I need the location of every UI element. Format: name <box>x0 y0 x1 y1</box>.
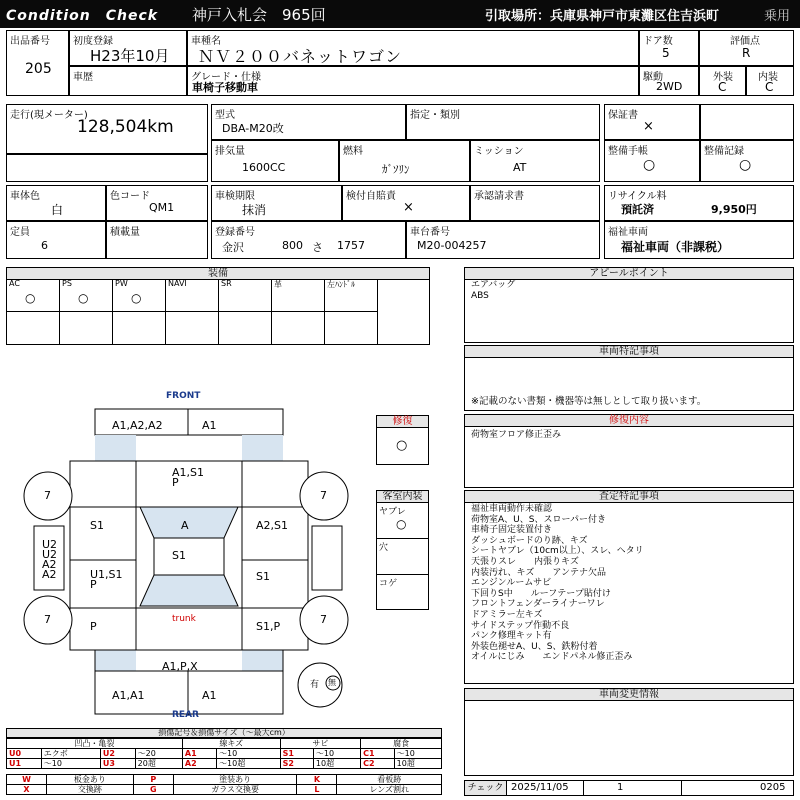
legend-desc: 10超 <box>313 759 360 769</box>
mileage-blank <box>6 154 208 182</box>
equipment-item-blank <box>272 312 325 344</box>
model-value: DBA-M20改 <box>222 122 284 135</box>
equipment-item-blank <box>325 312 378 344</box>
maint-book-label: 整備手帳 <box>608 146 648 157</box>
legend-group: サビ <box>280 739 361 749</box>
equipment-item-blank <box>166 312 219 344</box>
chassis-label: 車台番号 <box>410 227 450 238</box>
legend-title: 損傷記号＆損傷サイズ（～最大cm） <box>6 728 442 738</box>
equipment-panel <box>6 267 430 345</box>
hood-damage: A1,S1 P <box>172 466 205 489</box>
equipment-item-label: SR <box>221 279 232 288</box>
self-check-label: 検付自賠責 <box>346 191 396 202</box>
drive-value: 2WD <box>656 80 683 93</box>
legend-group: 凹凸・亀裂 <box>7 739 183 749</box>
inspector-line: 下回りS中 ルーフテープ貼付け <box>471 588 611 599</box>
special-note: ※記載のない書類・機器等は無しとして取り扱います。 <box>471 396 707 407</box>
legend-other-table <box>6 774 442 795</box>
color-code-label: 色コード <box>110 191 150 202</box>
cabin-row <box>377 503 428 539</box>
welfare-label: 福祉車両 <box>608 227 648 238</box>
recycle-status: 預託済 <box>621 203 654 216</box>
car-name-cell <box>187 30 639 66</box>
equipment-item <box>272 279 325 312</box>
legend-desc: 看板跡 <box>337 775 442 785</box>
equipment-item <box>219 279 272 312</box>
mission-label: ミッション <box>474 146 524 157</box>
reg-class: 800 <box>282 239 303 252</box>
equipment-item-mark: ○ <box>25 291 36 305</box>
legend-code: L <box>297 785 337 795</box>
grade-cell <box>187 66 639 96</box>
self-check-cell <box>342 185 470 221</box>
cabin-row-label: 穴 <box>379 543 389 553</box>
front-bumper-left: A1,A2,A2 <box>112 419 163 432</box>
legend-desc: ～10 <box>394 749 441 759</box>
capacity-value: 6 <box>41 239 48 252</box>
designation-cell <box>406 104 600 140</box>
legend-code: U2 <box>100 749 135 759</box>
left-quarter-damage: P <box>90 620 97 633</box>
roof-damage: S1 <box>172 549 186 562</box>
right-front-door-damage: A2,S1 <box>256 519 289 532</box>
mission-value: AT <box>513 161 527 174</box>
equipment-item-blank <box>219 312 272 344</box>
interior-cell <box>746 66 794 96</box>
inspector-line: 外装色褪せA、U、S、鉄粉付着 <box>471 641 598 652</box>
legend-code: A2 <box>182 759 216 769</box>
displacement-value: 1600CC <box>242 161 286 174</box>
reg-num: 1757 <box>337 239 365 252</box>
tire-rear-left: 7 <box>44 613 51 626</box>
exterior-value: C <box>718 80 727 94</box>
fuel-label: 燃料 <box>343 146 363 157</box>
inspector-line: シートヤブレ（10cm以上）、スレ、ヘタリ <box>471 546 644 557</box>
inspector-line: 天張りスレ 内張りキズ <box>471 556 579 567</box>
doors-value: 5 <box>662 46 670 60</box>
car-name-value: ＮＶ２００バネットワゴン <box>198 47 403 66</box>
reg-kana: さ <box>312 241 323 254</box>
footer-divider <box>681 781 682 795</box>
capacity-label: 定員 <box>10 227 30 238</box>
fuel-cell <box>339 140 470 182</box>
cabin-title: 客室内装 <box>377 491 428 503</box>
check-date: 2025/11/05 <box>511 782 569 793</box>
exterior-label: 外装 <box>713 72 733 83</box>
legend-code: G <box>133 785 173 795</box>
appeal-lines <box>471 280 515 302</box>
approval-cell <box>470 185 600 221</box>
legend-code: X <box>7 785 47 795</box>
history-cell <box>69 66 187 96</box>
color-label: 車体色 <box>10 191 40 202</box>
score-value: R <box>742 46 751 60</box>
interior-label: 内装 <box>758 72 778 83</box>
grade-value: 車椅子移動車 <box>192 81 258 94</box>
legend-desc: 10超 <box>394 759 441 769</box>
left-rear-door-damage: U1,S1 P <box>90 568 123 591</box>
inspector-line: エンジンルームサビ <box>471 578 552 589</box>
model-label: 型式 <box>215 110 235 121</box>
legend-desc: ガラス交換要 <box>173 785 297 795</box>
approval-label: 承認請求書 <box>474 191 524 202</box>
tire-front-left: 7 <box>44 489 51 502</box>
legend-desc: 板金あり <box>47 775 134 785</box>
warranty-value: × <box>643 119 654 134</box>
drive-cell <box>639 66 699 96</box>
fuel-value: ｶﾞｿﾘﾝ <box>382 163 410 176</box>
equipment-item-label: PS <box>62 279 72 288</box>
inspector-title: 査定特記事項 <box>465 491 793 503</box>
reg-area: 金沢 <box>222 241 244 254</box>
rear-bumper-right: A1 <box>202 689 217 702</box>
legend-desc: 交換跡 <box>47 785 134 795</box>
first-reg-label: 初度登録 <box>73 36 113 47</box>
repair-line: 荷物室フロア修正歪み <box>471 430 562 440</box>
inspection-label: 車検期限 <box>215 191 255 202</box>
front-bumper-right: A1 <box>202 419 217 432</box>
pickup-location: 引取場所：兵庫県神戸市東灘区住吉浜町 <box>485 9 720 24</box>
displacement-label: 排気量 <box>215 146 245 157</box>
equipment-item-blank <box>60 312 113 344</box>
grade-label: グレード・仕様 <box>191 72 261 83</box>
equipment-item-mark: ○ <box>131 291 142 305</box>
reg-no-cell <box>211 221 406 259</box>
self-check-value: × <box>403 200 414 215</box>
tire-rear-right: 7 <box>320 613 327 626</box>
trunk-label: trunk <box>172 614 196 624</box>
check-count: 1 <box>617 782 624 793</box>
load-cell <box>106 221 208 259</box>
cabin-interior-box <box>376 490 429 610</box>
check-code: 0205 <box>760 782 786 793</box>
equipment-item-label: PW <box>115 279 128 288</box>
appeal-line: ABS <box>471 291 489 301</box>
color-code-cell <box>106 185 208 221</box>
score-cell <box>699 30 794 66</box>
rear-label: REAR <box>172 710 199 720</box>
displacement-cell <box>211 140 339 182</box>
legend-code: U1 <box>7 759 42 769</box>
inspector-line: 内装汚れ、キズ アンテナ欠品 <box>471 567 607 578</box>
maint-record-label: 整備記録 <box>704 146 744 157</box>
inspector-line: オイルにじみ エンドパネル修正歪み <box>471 652 633 663</box>
rear-bumper-left: A1,A1 <box>112 689 145 702</box>
equipment-item-label: AC <box>9 279 20 288</box>
back-door-damage: A1,P,X <box>162 660 198 673</box>
appeal-title: アピールポイント <box>465 268 793 280</box>
welfare-value: 福祉車両（非課税） <box>621 240 730 254</box>
tire-front-right: 7 <box>320 489 327 502</box>
cabin-row <box>377 539 428 575</box>
repair-indicator-mark: ○ <box>396 438 408 453</box>
legend-code: C1 <box>361 749 395 759</box>
footer-divider <box>583 781 584 795</box>
equipment-item <box>7 279 60 312</box>
chassis-cell <box>406 221 600 259</box>
score-label: 評価点 <box>730 36 760 47</box>
load-label: 積載量 <box>110 227 140 238</box>
inspector-lines <box>471 504 644 663</box>
equipment-item-blank <box>7 312 60 344</box>
repair-indicator-box <box>376 415 429 465</box>
legend-code: C2 <box>361 759 395 769</box>
legend-code: P <box>133 775 173 785</box>
legend-code: W <box>7 775 47 785</box>
inspector-line: パンク修理キット有 <box>471 631 552 642</box>
inspector-panel <box>464 490 794 684</box>
change-title: 車両変更情報 <box>465 689 793 701</box>
front-label: FRONT <box>166 391 201 401</box>
mileage-label: 走行(現メーター) <box>10 110 88 121</box>
legend-group: 線キズ <box>182 739 280 749</box>
equipment-item-mark: ○ <box>78 291 89 305</box>
equipment-item <box>113 279 166 312</box>
inspector-line: 福祉車両動作未確認 <box>471 504 553 514</box>
check-label: チェック <box>465 781 507 795</box>
car-name-label: 車種名 <box>191 36 221 47</box>
appeal-line: エアバッグ <box>471 280 516 290</box>
condition-check-title: Condition Check <box>6 8 159 24</box>
history-label: 車歴 <box>73 72 93 83</box>
legend-desc: ～10 <box>313 749 360 759</box>
maint-record-cell <box>700 140 794 182</box>
maint-book-value: ○ <box>643 157 656 173</box>
footer-bar <box>464 780 794 796</box>
cabin-row-label: コゲ <box>379 579 398 589</box>
appeal-panel <box>464 267 794 343</box>
first-reg-value: H23年10月 <box>90 47 170 65</box>
header-bar <box>0 0 800 28</box>
chassis-value: M20-004257 <box>417 239 487 252</box>
legend-code: S2 <box>280 759 313 769</box>
interior-value: C <box>765 80 774 94</box>
maint-book-cell <box>604 140 700 182</box>
legend-code: S1 <box>280 749 313 759</box>
color-value: 白 <box>51 203 64 217</box>
legend-desc: 塗装あり <box>173 775 297 785</box>
recycle-cell <box>604 185 794 221</box>
capacity-cell <box>6 221 106 259</box>
legend-desc: 20超 <box>135 759 182 769</box>
maint-record-value: ○ <box>739 157 752 173</box>
legend-desc: レンズ割れ <box>337 785 442 795</box>
designation-label: 指定・類別 <box>410 110 460 121</box>
welfare-cell <box>604 221 794 259</box>
mileage-cell <box>6 104 208 154</box>
equipment-item-label: 革 <box>274 280 282 289</box>
spare-tire-mark: 無 <box>328 678 336 687</box>
model-cell <box>211 104 406 140</box>
auction-title: 神戸入札会 965回 <box>192 6 326 24</box>
equipment-item <box>60 279 113 312</box>
drive-label: 駆動 <box>643 72 663 83</box>
inspector-line: サイドステップ作動不良 <box>471 620 570 631</box>
inspector-line: ダッシュボードのり跡、キズ <box>471 535 588 546</box>
cabin-row-mark: ○ <box>396 517 407 531</box>
cabin-row-label: ヤブレ <box>379 507 406 517</box>
repair-indicator-title: 修復 <box>377 416 428 428</box>
right-quarter-damage: S1,P <box>256 620 281 633</box>
repair-title: 修復内容 <box>465 415 793 427</box>
lot-cell <box>6 30 69 96</box>
car-diagram <box>0 380 460 725</box>
equipment-item <box>166 279 219 312</box>
warranty-blank <box>700 104 794 140</box>
inspector-line: 車椅子固定装置付き <box>471 525 553 536</box>
equipment-item <box>325 279 378 312</box>
damage-legend <box>6 728 442 796</box>
equipment-item-label: NAVI <box>168 279 187 288</box>
reg-no-label: 登録番号 <box>215 227 255 238</box>
legend-code: K <box>297 775 337 785</box>
left-front-door-damage: S1 <box>90 519 104 532</box>
recycle-fee: 9,950円 <box>711 203 757 216</box>
special-panel <box>464 345 794 411</box>
warranty-label: 保証書 <box>608 110 638 121</box>
left-side-panel-damage: U2 U2 A2 A2 <box>42 538 58 581</box>
equipment-item-blank <box>113 312 166 344</box>
legend-table <box>6 738 442 769</box>
lot-number: 205 <box>25 61 52 77</box>
legend-code: U3 <box>100 759 135 769</box>
special-title: 車両特記事項 <box>465 346 793 358</box>
cabin-row <box>377 575 428 609</box>
legend-desc: ～10超 <box>217 759 281 769</box>
vehicle-category: 乗用 <box>764 9 791 24</box>
lot-label: 出品番号 <box>10 36 50 47</box>
inspection-value: 抹消 <box>242 203 267 217</box>
repair-panel <box>464 414 794 488</box>
inspector-line: 荷物室A、U、S、スローパー付き <box>471 514 607 525</box>
doors-label: ドア数 <box>643 36 673 47</box>
inspector-line: ドアミラー左キズ <box>471 609 543 620</box>
legend-code: U0 <box>7 749 42 759</box>
color-code-value: QM1 <box>149 201 175 214</box>
equipment-item-label: 左ﾊﾝﾄﾞﾙ <box>327 280 355 289</box>
exterior-cell <box>699 66 746 96</box>
doors-cell <box>639 30 699 66</box>
mileage-value: 128,504km <box>77 117 174 137</box>
change-panel <box>464 688 794 776</box>
warranty-cell <box>604 104 700 140</box>
first-reg-cell <box>69 30 187 66</box>
recycle-label: リサイクル料 <box>608 191 667 202</box>
legend-desc: エクボ <box>41 749 100 759</box>
inspection-cell <box>211 185 342 221</box>
legend-code: A1 <box>182 749 216 759</box>
color-cell <box>6 185 106 221</box>
windshield-damage: A <box>181 519 189 532</box>
legend-desc: ～10 <box>217 749 281 759</box>
legend-desc: ～20 <box>135 749 182 759</box>
legend-group: 腐食 <box>361 739 442 749</box>
mission-cell <box>470 140 600 182</box>
right-rear-door-damage: S1 <box>256 570 270 583</box>
equipment-title: 装備 <box>7 268 429 280</box>
inspector-line: フロントフェンダーライナーワレ <box>471 599 605 610</box>
legend-desc: ～10 <box>41 759 100 769</box>
spare-tire-label: 有 <box>310 680 320 690</box>
